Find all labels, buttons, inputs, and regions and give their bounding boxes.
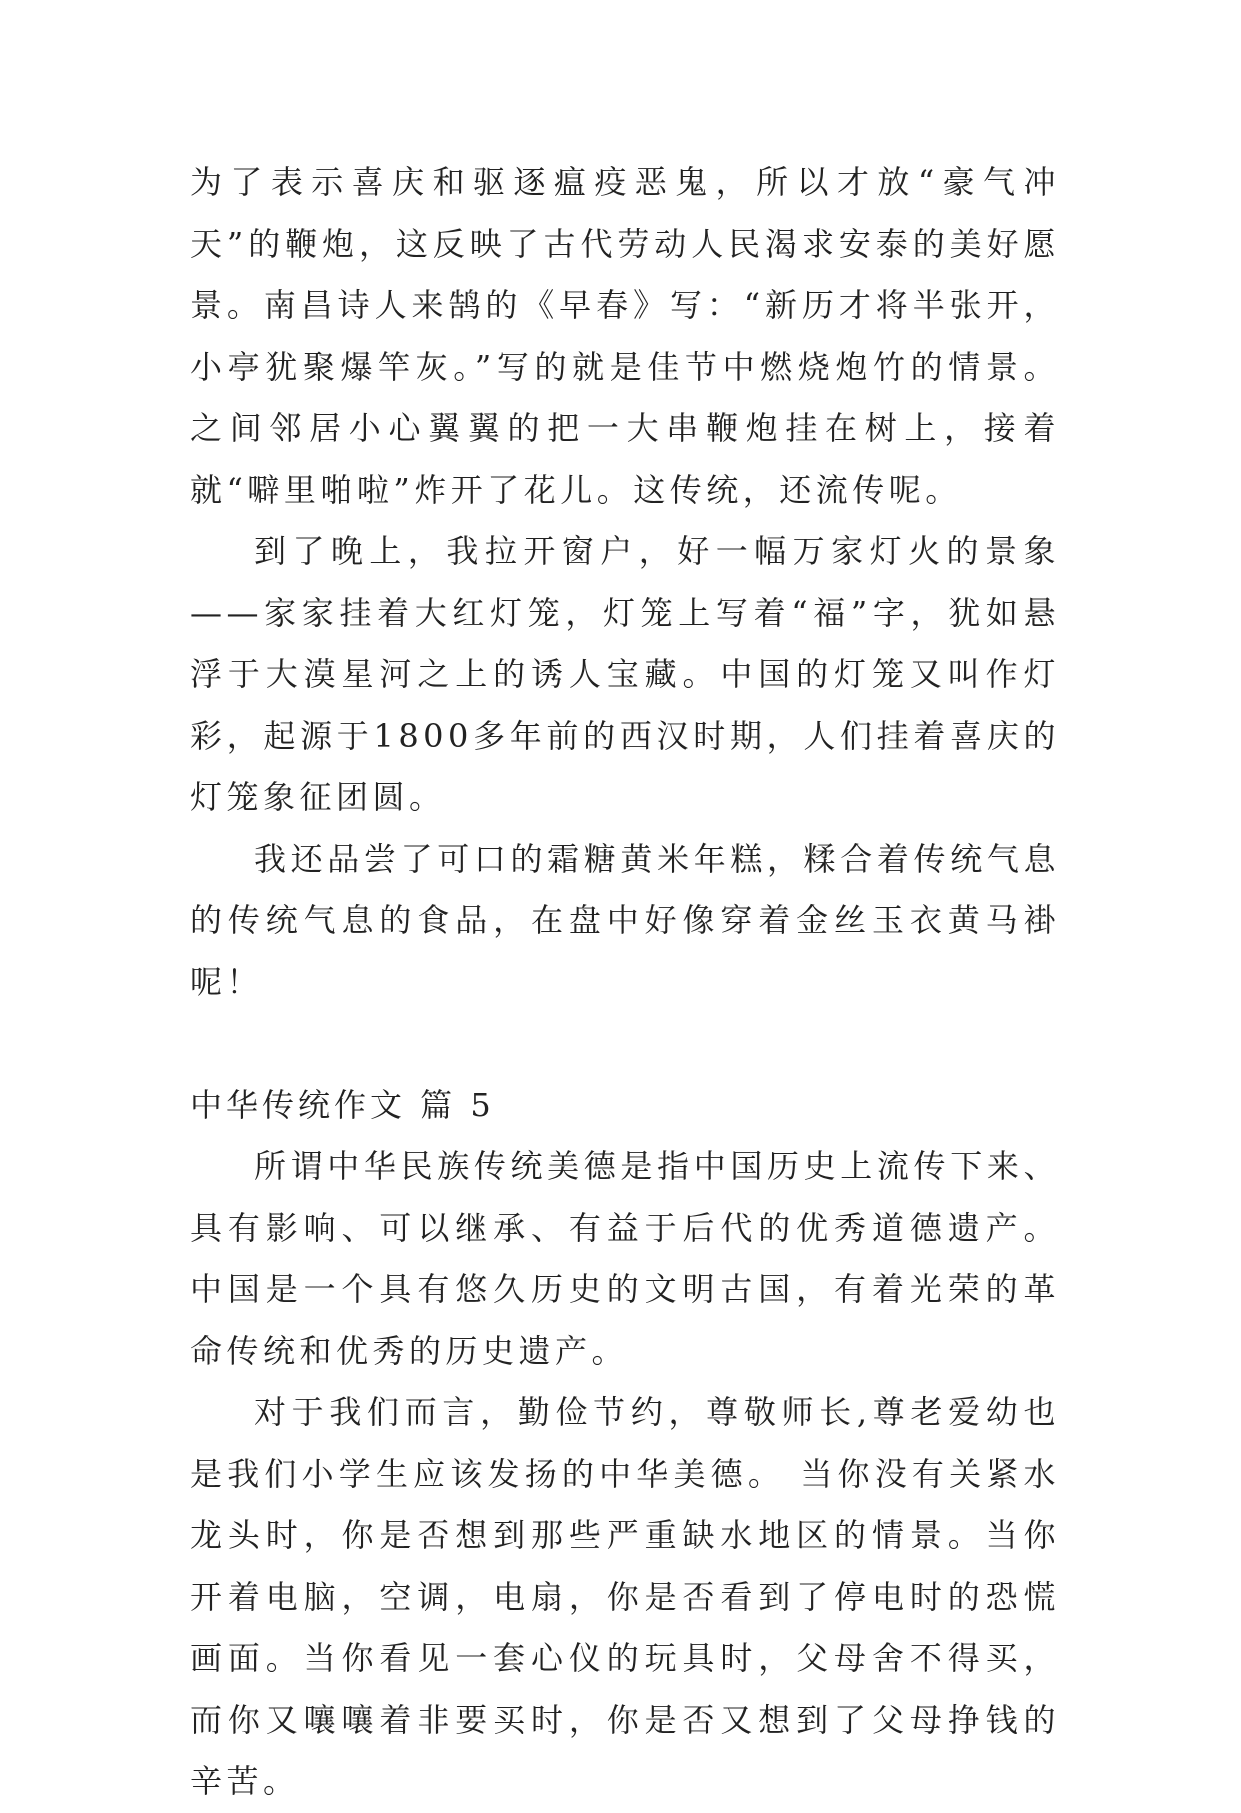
paragraph-frugality: 对于我们而言，勤俭节约，尊敬师长,尊老爱幼也是我们小学生应该发扬的中华美德。 当你没有关紧水龙头时，你是否想到那些严重缺水地区的情景。当你开着电脑，空调，电扇，你是否看到了停电时的恐慌画面。当你看见一套心仪的玩具时，父母舍不得买，而你又嚷嚷着非要买时，你是否又想到了父母挣钱的辛苦。 [190, 1393, 1060, 1800]
paragraph-firecrackers: 为了表示喜庆和驱逐瘟疫恶鬼，所以才放“豪气冲天”的鞭炮，这反映了古代劳动人民渴求安泰的美好愿景。南昌诗人来鹄的《早春》写：“新历才将半张开，小亭犹聚爆竿灰。”写的就是佳节中燃烧炮竹的情景。之间邻居小心翼翼的把一大串鞭炮挂在树上，接着就“噼里啪啦”炸开了花儿。这传统，还流传呢。 [190, 163, 1060, 509]
paragraph-rice-cake: 我还品尝了可口的霜糖黄米年糕，糅合着传统气息的传统气息的食品，在盘中好像穿着金丝玉衣黄马褂呢！ [190, 839, 1060, 1001]
paragraph-virtues: 所谓中华民族传统美德是指中国历史上流传下来、具有影响、可以继承、有益于后代的优秀道德遗产。中国是一个具有悠久历史的文明古国，有着光荣的革命传统和优秀的历史遗产。 [190, 1147, 1060, 1370]
document-body [190, 152, 1060, 1813]
section-spacer [190, 1013, 1060, 1075]
paragraph-lanterns: 到了晚上，我拉开窗户，好一幅万家灯火的景象——家家挂着大红灯笼，灯笼上写着“福”字，犹如悬浮于大漠星河之上的诱人宝藏。中国的灯笼又叫作灯彩，起源于1800多年前的西汉时期，人们挂着喜庆的灯笼象征团圆。 [190, 532, 1060, 816]
section-title: 中华传统作文 篇 5 [190, 1085, 495, 1124]
